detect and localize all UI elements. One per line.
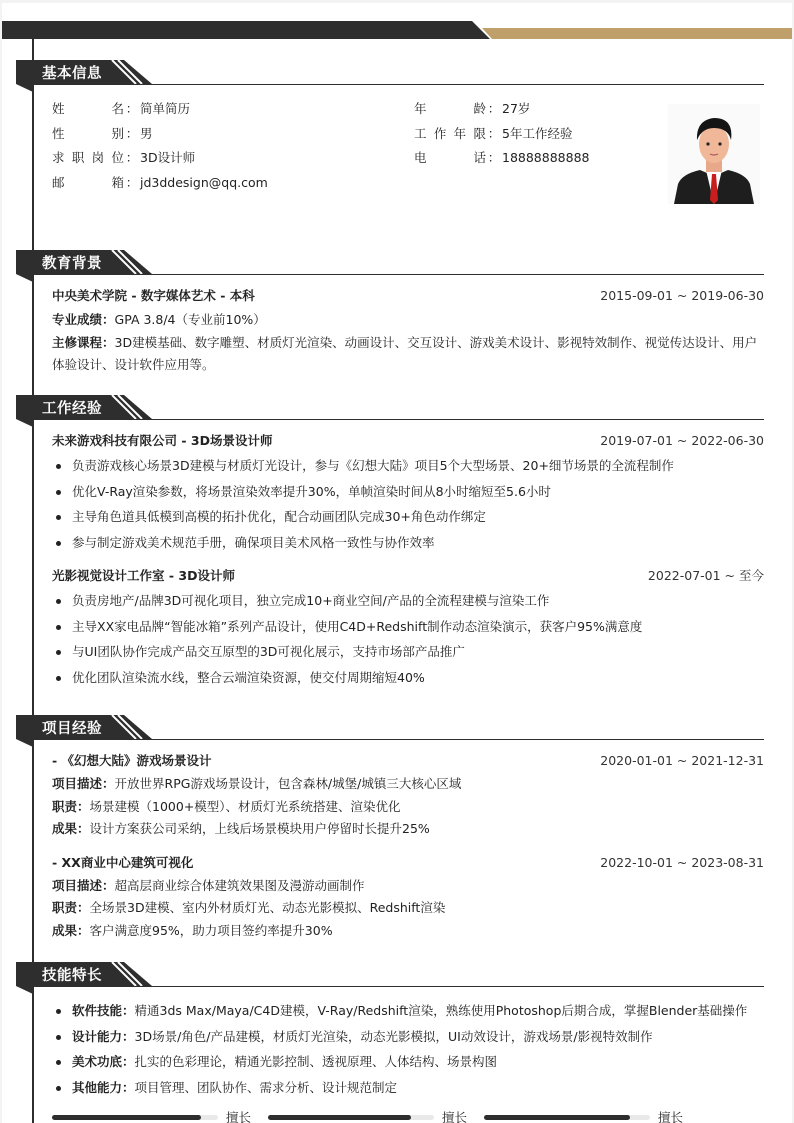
project-header: - XX商业中心建筑可视化	[52, 854, 194, 870]
skill-level-label: 擅长	[442, 1110, 468, 1123]
job-header: 未来游戏科技有限公司 - 3D场景设计师	[52, 433, 273, 448]
bullet-item: 优化V-Ray渲染参数，将场景渲染效率提升30%，单帧渲染时间从8小时缩短至5.6小时	[52, 479, 764, 505]
skill-item: 软件技能：精通3ds Max/Maya/C4D建模，V-Ray/Redshift渲染，熟练使用Photoshop后期合成，掌握Blender基础操作	[52, 998, 764, 1024]
section-education	[2, 250, 792, 376]
skill-bars	[52, 1108, 764, 1123]
info-item	[414, 122, 572, 146]
project-result: 成果：设计方案获公司采纳，上线后场景模块用户停留时长提升25%	[52, 821, 430, 836]
bullet-item: 负责游戏核心场景3D建模与材质灯光设计，参与《幻想大陆》项目5个大型场景、20+细节场景的全流程制作	[52, 453, 764, 479]
bullet-item: 主导角色道具低模到高模的拓扑优化，配合动画团队完成30+角色动作绑定	[52, 504, 764, 530]
skill-level-label: 擅长	[658, 1110, 684, 1123]
section-title: 工作经验	[42, 401, 102, 417]
job-entry	[52, 429, 764, 555]
section-title: 项目经验	[42, 721, 102, 737]
info-label: 电 话	[414, 150, 486, 165]
info-label: 性 别	[52, 125, 124, 141]
info-label: 年 龄	[414, 101, 486, 116]
stripes-icon	[110, 395, 146, 419]
job-bullets	[52, 588, 764, 690]
education-school: 中央美术学院 - 数字媒体艺术 - 本科	[52, 288, 255, 303]
job-date: 2019-07-01 ~ 2022-06-30	[600, 433, 764, 448]
project-result: 成果：客户满意度95%，助力项目签约率提升30%	[52, 922, 333, 938]
section-header	[2, 250, 792, 276]
info-item	[52, 97, 190, 121]
bullet-item: 与UI团队协作完成产品交互原型的3D可视化展示，支持市场部产品推广	[52, 639, 764, 665]
project-date: 2022-10-01 ~ 2023-08-31	[600, 854, 764, 870]
section-header	[2, 395, 792, 421]
skill-level-bar	[52, 1108, 268, 1123]
stripes-icon	[110, 60, 146, 84]
section-title: 基本信息	[42, 66, 102, 82]
section-header	[2, 715, 792, 741]
project-role: 职责：场景建模（1000+模型）、材质灯光系统搭建、渲染优化	[52, 798, 401, 814]
colon: ：	[487, 101, 501, 116]
top-bar-dark	[2, 21, 490, 39]
skill-level-bar	[268, 1108, 484, 1123]
project-role: 职责：全场景3D建模、室内外材质灯光、动态光影模拟、Redshift渲染	[52, 900, 446, 915]
colon: ：	[487, 150, 501, 165]
skill-item: 美术功底：扎实的色彩理论，精通光影控制、透视原理、人体结构、场景构图	[52, 1049, 764, 1075]
project-entry	[52, 749, 764, 841]
gpa-label: 专业成绩：	[52, 312, 115, 327]
job-entry	[52, 564, 764, 690]
section-basic-info	[2, 60, 792, 220]
job-date: 2022-07-01 ~ 至今	[647, 568, 764, 583]
courses-label: 主修课程：	[52, 335, 115, 350]
info-value: jd3ddesign@qq.com	[140, 174, 268, 190]
skill-track	[268, 1115, 434, 1120]
section-header	[2, 60, 792, 86]
resume-page	[2, 3, 792, 1123]
skill-track	[52, 1115, 218, 1120]
info-label: 求 职 岗 位	[52, 150, 124, 165]
bullet-item: 优化团队渲染流水线，整合云端渲染资源，使交付周期缩短40%	[52, 665, 764, 691]
info-value: 3D设计师	[140, 150, 196, 165]
colon: ：	[487, 125, 501, 141]
info-item	[52, 171, 268, 195]
colon: ：	[125, 150, 139, 165]
info-value: 男	[140, 125, 153, 141]
info-label: 姓 名	[52, 101, 124, 116]
info-value: 简单简历	[140, 101, 191, 116]
project-header: - 《幻想大陆》游戏场景设计	[52, 753, 212, 768]
bullet-item: 负责房地产/品牌3D可视化项目，独立完成10+商业空间/产品的全流程建模与渲染工作	[52, 588, 764, 614]
job-bullets	[52, 453, 764, 555]
info-label: 工 作 年 限	[414, 125, 486, 141]
info-item	[52, 146, 195, 170]
info-item	[414, 97, 530, 121]
profile-photo	[668, 104, 760, 204]
colon: ：	[125, 125, 139, 141]
bullet-item: 参与制定游戏美术规范手册，确保项目美术风格一致性与协作效率	[52, 530, 764, 556]
info-item	[414, 146, 589, 170]
skill-item: 其他能力：项目管理、团队协作、需求分析、设计规范制定	[52, 1075, 764, 1101]
education-date: 2015-09-01 ~ 2019-06-30	[600, 288, 764, 303]
job-header: 光影视觉设计工作室 - 3D设计师	[52, 568, 235, 583]
skill-level-label: 擅长	[226, 1110, 252, 1123]
skill-fill	[484, 1115, 630, 1120]
section-work	[2, 395, 792, 690]
gpa-value: GPA 3.8/4（专业前10%）	[114, 312, 266, 327]
stripes-icon	[110, 715, 146, 739]
section-projects	[2, 715, 792, 942]
bullet-item: 主导XX家电品牌“智能冰箱”系列产品设计，使用C4D+Redshift制作动态渲染演示，获客户95%满意度	[52, 614, 764, 640]
skill-fill	[268, 1115, 411, 1120]
section-skills	[2, 962, 792, 1123]
skill-level-bar	[484, 1108, 700, 1123]
skill-track	[484, 1115, 650, 1120]
project-desc: 项目描述：开放世界RPG游戏场景设计，包含森林/城堡/城镇三大核心区域	[52, 776, 462, 791]
courses-value: 3D建模基础、数字雕塑、材质灯光渲染、动画设计、交互设计、游戏美术设计、影视特效制作、视觉传达设计、用户体验设计、设计软件应用等。	[52, 335, 758, 372]
section-title: 教育背景	[42, 256, 102, 272]
stripes-icon	[110, 962, 146, 986]
skills-list	[52, 998, 764, 1100]
project-entry	[52, 851, 764, 943]
stripes-icon	[110, 250, 146, 274]
project-desc: 项目描述：超高层商业综合体建筑效果图及漫游动画制作	[52, 877, 365, 893]
skill-item: 设计能力：3D场景/角色/产品建模，材质灯光渲染，动态光影模拟，UI动效设计，游戏场景/影视特效制作	[52, 1024, 764, 1050]
section-title: 技能特长	[42, 968, 102, 984]
section-header	[2, 962, 792, 988]
project-date: 2020-01-01 ~ 2021-12-31	[600, 753, 764, 768]
info-label: 邮 箱	[52, 174, 124, 190]
colon: ：	[125, 101, 139, 116]
info-item	[52, 122, 153, 146]
skill-fill	[52, 1115, 201, 1120]
info-value: 27岁	[502, 101, 531, 116]
info-value: 5年工作经验	[502, 125, 573, 141]
info-value: 18888888888	[502, 150, 590, 165]
colon: ：	[125, 174, 139, 190]
top-bar-gold	[482, 28, 792, 39]
